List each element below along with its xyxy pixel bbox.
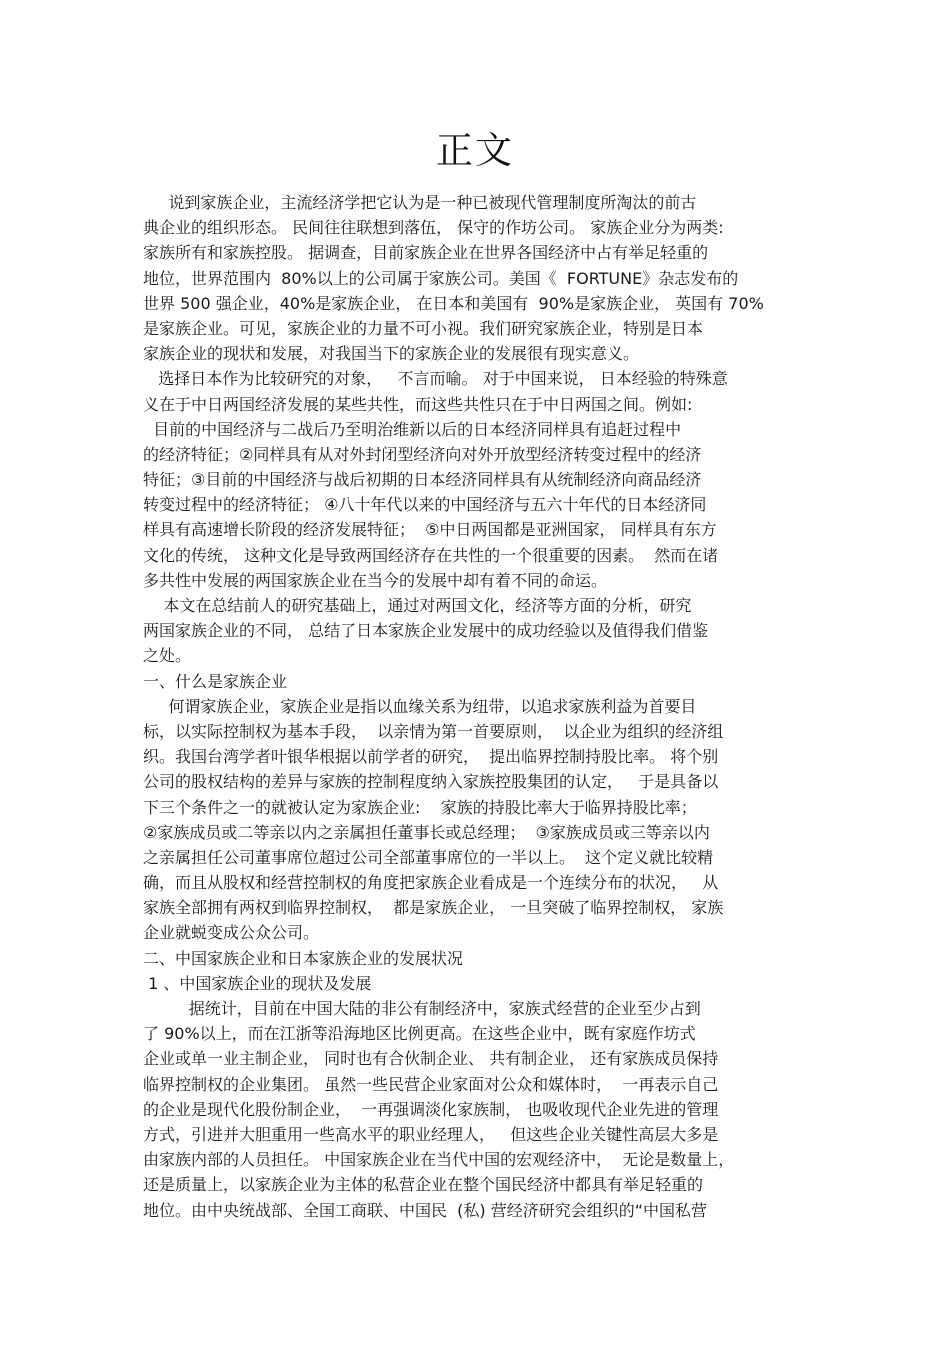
text-line: 的企业是现代化股份制企业， 一再强调淡化家族制， 也吸收现代企业先进的管理 <box>143 1099 719 1119</box>
text-line: 之亲属担任公司董事席位超过公司全部董事席位的一半以上。 这个定义就比较精 <box>143 847 714 867</box>
text-line: 企业或单一业主制企业， 同时也有合伙制企业、 共有制企业， 还有家族成员保持 <box>143 1049 719 1069</box>
text-line: 还是质量上，以家族企业为主体的私营企业在整个国民经济中都具有举足轻重的 <box>143 1175 704 1195</box>
text-line: 据统计，目前在中国大陆的非公有制经济中，家族式经营的企业至少占到 <box>143 999 701 1018</box>
text-line: 说到家族企业，主流经济学把它认为是一种已被现代管理制度所淘汰的前古 <box>143 193 697 212</box>
text-line: 标，以实际控制权为基本手段， 以亲情为第一首要原则， 以企业为组织的经济组 <box>143 721 724 741</box>
text-line: 二、中国家族企业和日本家族企业的发展状况 <box>143 948 464 968</box>
text-line: 了 90%以上，而在江浙等沿海地区比例更高。在这些企业中，既有家庭作坊式 <box>143 1024 696 1044</box>
text-line: 是家族企业。可见，家族企业的力量不可小视。我们研究家族企业，特别是日本 <box>143 318 704 338</box>
text-line: 企业就蜕变成公众公司。 <box>143 923 320 943</box>
text-line: 下三个条件之一的就被认定为家族企业: 家族的持股比率大于临界持股比率； <box>143 797 697 817</box>
text-line: 多共性中发展的两国家族企业在当今的发展中却有着不同的命运。 <box>143 570 608 590</box>
text-line: 两国家族企业的不同， 总结了日本家族企业发展中的成功经验以及值得我们借鉴 <box>143 621 709 641</box>
text-line: 地位，世界范围内 80%以上的公司属于家族公司。美国《 FORTUNE》杂志发布的 <box>143 268 739 288</box>
text-line: 一、什么是家族企业 <box>143 671 288 691</box>
text-line: 世界 500 强企业，40%是家族企业， 在日本和美国有 90%是家族企业， 英国有 70% <box>143 293 764 313</box>
text-line: 织。我国台湾学者叶银华根据以前学者的研究， 提出临界控制持股比率。 将个别 <box>143 747 719 767</box>
text-line: 家族所有和家族控股。 据调查，目前家族企业在世界各国经济中占有举足轻重的 <box>143 243 709 263</box>
text-line: 1 、中国家族企业的现状及发展 <box>143 973 372 993</box>
body-text <box>143 190 823 1223</box>
text-line: 典企业的组织形态。 民间往往联想到落伍， 保守的作坊公司。 家族企业分为两类: <box>143 218 724 238</box>
text-line: 公司的股权结构的差异与家族的控制程度纳入家族控股集团的认定， 于是具备以 <box>143 772 719 792</box>
text-line: 由家族内部的人员担任。 中国家族企业在当代中国的宏观经济中， 无论是数量上， <box>143 1150 735 1170</box>
text-line: 地位。由中央统战部、全国工商联、中国民 (私) 营经济研究会组织的“中国私营 <box>143 1200 708 1220</box>
text-line: 本文在总结前人的研究基础上，通过对两国文化，经济等方面的分析，研究 <box>143 596 692 615</box>
text-line: 临界控制权的企业集团。 虽然一些民营企业家面对公众和媒体时， 一再表示自己 <box>143 1074 719 1094</box>
text-line: 特征；③目前的中国经济与战后初期的日本经济同样具有从统制经济向商品经济 <box>143 470 702 490</box>
text-line: 义在于中日两国经济发展的某些共性，而这些共性只在于中日两国之间。例如: <box>143 394 693 414</box>
text-line: 方式，引进并大胆重用一些高水平的职业经理人， 但这些企业关键性高层大多是 <box>143 1124 719 1144</box>
text-line: 样具有高速增长阶段的经济发展特征； ⑤中日两国都是亚洲国家， 同样具有东方 <box>143 520 717 540</box>
text-line: ②家族成员或二等亲以内之亲属担任董事长或总经理； ③家族成员或三等亲以内 <box>143 822 710 842</box>
text-line: 目前的中国经济与二战后乃至明治维新以后的日本经济同样具有追赶过程中 <box>143 419 682 439</box>
text-line: 的经济特征；②同样具有从对外封闭型经济向对外开放型经济转变过程中的经济 <box>143 444 702 464</box>
text-line: 何谓家族企业，家族企业是指以血缘关系为纽带，以追求家族利益为首要目 <box>143 696 697 716</box>
text-line: 确，而且从股权和经营控制权的角度把家族企业看成是一个连续分布的状况， 从 <box>143 873 719 893</box>
text-line: 家族全部拥有两权到临界控制权， 都是家族企业， 一旦突破了临界控制权， 家族 <box>143 898 724 918</box>
text-line: 之处。 <box>143 646 192 666</box>
text-line: 转变过程中的经济特征； ④八十年代以来的中国经济与五六十年代的日本经济同 <box>143 495 707 515</box>
page-title: 正文 <box>436 129 514 172</box>
text-line: 选择日本作为比较研究的对象， 不言而喻。 对于中国来说， 日本经验的特殊意 <box>143 369 728 389</box>
text-line: 文化的传统， 这种文化是导致两国经济存在共性的一个很重要的因素。 然而在诸 <box>143 545 719 565</box>
text-line: 家族企业的现状和发展，对我国当下的家族企业的发展很有现实意义。 <box>143 344 640 364</box>
